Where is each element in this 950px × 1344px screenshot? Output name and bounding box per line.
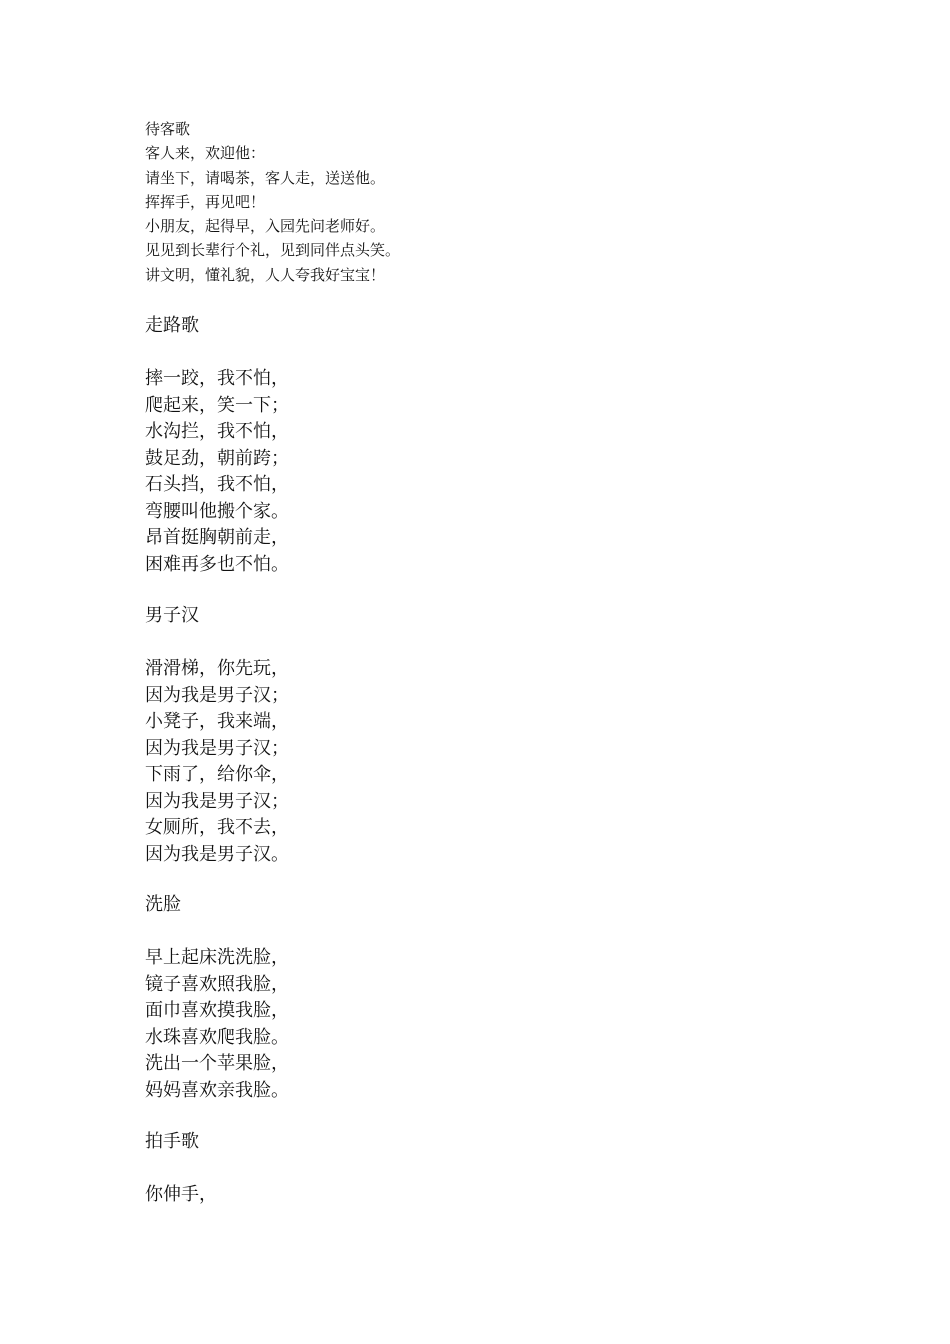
poem-line: 你伸手，: [145, 1184, 217, 1205]
poem-line: 摔一跤，我不怕，: [145, 368, 289, 389]
poem-title: 男子汉: [145, 605, 199, 626]
poem-line: 因为我是男子汉。: [145, 843, 289, 865]
poem-line: 因为我是男子汉；: [145, 684, 289, 706]
poem-title: 走路歌: [145, 315, 199, 336]
poem-line: 面巾喜欢摸我脸，: [145, 1000, 289, 1021]
poem-line: 鼓足劲，朝前跨；: [145, 447, 289, 469]
poem-walking-song: [145, 313, 289, 578]
poem-line: 弯腰叫他搬个家。: [145, 500, 289, 522]
poem-line: 小朋友，起得早，入园先问老师好。: [145, 217, 386, 236]
poem-title: 洗脸: [145, 894, 181, 915]
poem-welcome-guests: [145, 117, 400, 287]
poem-line: 洗出一个苹果脸，: [145, 1053, 289, 1074]
poem-line: 爬起来，笑一下；: [145, 394, 289, 416]
poem-line: 因为我是男子汉；: [145, 737, 289, 759]
poem-line: 石头挡，我不怕，: [145, 474, 289, 495]
poem-line: 见见到长辈行个礼，见到同伴点头笑。: [145, 241, 401, 260]
poem-line: 镜子喜欢照我脸，: [145, 973, 289, 995]
poem-line: 客人来，欢迎他：: [145, 144, 266, 163]
poem-real-man: [145, 603, 289, 868]
poem-line: 因为我是男子汉；: [145, 790, 289, 812]
poem-title: 拍手歌: [145, 1131, 199, 1152]
poem-line: 女厕所，我不去，: [145, 817, 289, 838]
poem-clapping-song: [145, 1129, 217, 1209]
poem-line: 水珠喜欢爬我脸。: [145, 1026, 289, 1048]
poem-line: 昂首挺胸朝前走，: [145, 527, 289, 548]
poem-line: 挥挥手，再见吧！: [145, 192, 266, 211]
poem-line: 困难再多也不怕。: [145, 553, 289, 575]
poem-line: 水沟拦，我不怕，: [145, 421, 289, 442]
poem-line: 滑滑梯，你先玩，: [145, 658, 289, 679]
poem-title: 待客歌: [145, 120, 191, 138]
poem-line: 妈妈喜欢亲我脸。: [145, 1079, 289, 1101]
poem-line: 小凳子，我来端，: [145, 711, 289, 732]
poem-line: 早上起床洗洗脸，: [145, 947, 289, 968]
poem-line: 下雨了，给你伞，: [145, 764, 289, 785]
poem-wash-face: [145, 892, 289, 1104]
poem-line: 讲文明，懂礼貌，人人夸我好宝宝！: [145, 265, 386, 284]
poem-line: 请坐下，请喝茶，客人走，送送他。: [145, 168, 386, 187]
